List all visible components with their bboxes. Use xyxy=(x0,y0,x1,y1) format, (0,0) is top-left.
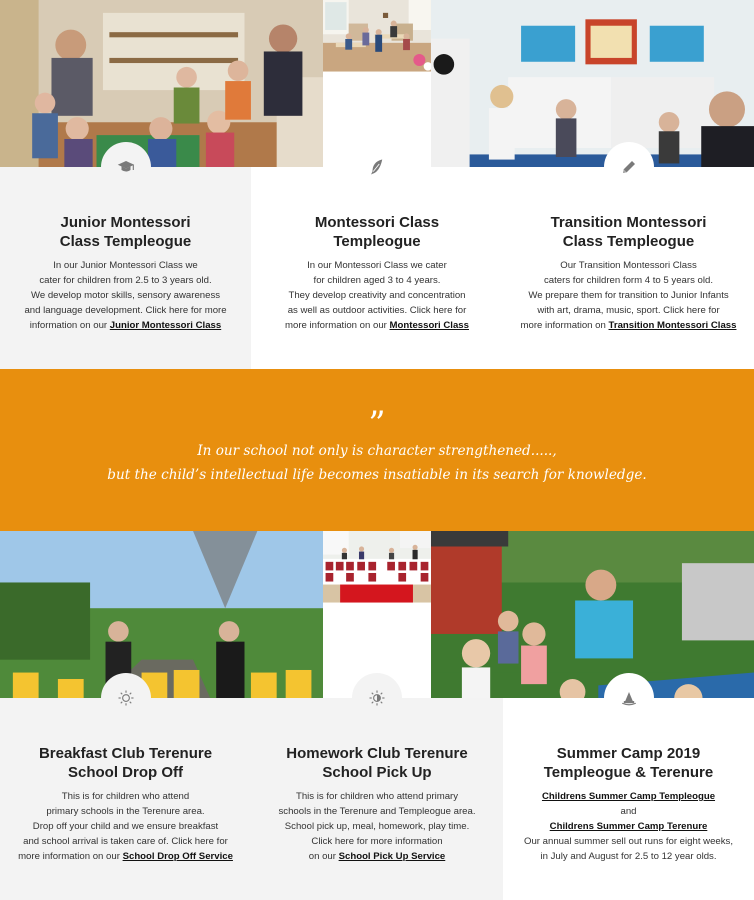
transition-class-card xyxy=(503,167,754,369)
school-pick-up-link[interactable]: School Pick Up Service xyxy=(338,851,446,862)
transition-class-photo[interactable] xyxy=(431,0,754,167)
junior-class-description: In our Junior Montessori Class we cater for children from 2.5 to 3 years old. We develop motor skills, sensory awareness and language development. Click here for more information on our Junior Montessori Class xyxy=(24,260,227,331)
montessori-class-description: In our Montessori Class we cater for children aged 3 to 4 years. They develop creativity and concentration as well as outdoor activities. Click here for more information on our Montessori Class xyxy=(285,260,469,331)
summer-camp-photo[interactable] xyxy=(431,531,754,698)
school-drop-off-link[interactable]: School Drop Off Service xyxy=(122,851,233,862)
breakfast-club-photo[interactable] xyxy=(0,531,323,698)
junior-class-title: Junior Montessori Class Templeogue xyxy=(59,214,192,250)
junior-class-link[interactable]: Junior Montessori Class xyxy=(109,320,222,331)
montessori-class-link[interactable]: Montessori Class xyxy=(389,320,469,331)
homework-club-card xyxy=(251,698,503,900)
quote-banner xyxy=(0,369,754,531)
quote-line-2: but the child’s intellectual life becomes insatiable in its search for knowledge. xyxy=(107,467,647,483)
graduation-cap-icon xyxy=(101,142,151,192)
summer-camp-card xyxy=(503,698,754,900)
junior-class-card xyxy=(0,167,251,369)
summer-camp-terenure-link[interactable]: Childrens Summer Camp Terenure xyxy=(549,821,708,832)
transition-class-description: Our Transition Montessori Class caters for children form 4 to 5 years old. We prepare them for transition to Junior Infants with art, drama, music, sport. Click here for more information on Transition Montessori Class xyxy=(520,260,737,331)
services-card-row xyxy=(0,698,754,900)
summer-camp-title: Summer Camp 2019 Templeogue & Terenure xyxy=(543,745,714,781)
montessori-class-title: Montessori Class Templeogue xyxy=(314,214,440,250)
half-sun-icon xyxy=(352,673,402,723)
feather-icon xyxy=(352,142,402,192)
ice-cream-icon xyxy=(604,673,654,723)
breakfast-club-card xyxy=(0,698,251,900)
breakfast-club-title: Breakfast Club Terenure School Drop Off xyxy=(38,745,213,781)
sun-icon xyxy=(101,673,151,723)
quote-line-1: In our school not only is character strengthened....., xyxy=(197,443,557,459)
pencil-icon xyxy=(604,142,654,192)
montessori-class-card xyxy=(251,167,503,369)
summer-camp-templeogue-link[interactable]: Childrens Summer Camp Templeogue xyxy=(541,791,716,802)
breakfast-club-description: This is for children who attend primary schools in the Terenure area. Drop off your child and we ensure breakfast and school arrival is taken care of. Click here for more information on our School Drop Off Service xyxy=(18,791,233,862)
homework-club-title: Homework Club Terenure School Pick Up xyxy=(286,745,468,781)
summer-camp-description: Childrens Summer Camp Templeogue and Childrens Summer Camp Terenure Our annual summer sell out runs for eight weeks, in July and August for 2.5 to 12 year olds. xyxy=(523,791,734,862)
junior-class-photo[interactable] xyxy=(0,0,323,167)
classes-card-row xyxy=(0,167,754,369)
quote-mark-icon: ” xyxy=(368,404,386,444)
transition-class-title: Transition Montessori Class Templeogue xyxy=(550,214,707,250)
homework-club-description: This is for children who attend primary schools in the Terenure and Templeogue area. School pick up, meal, homework, play time. Click here for more information on our School Pick Up Service xyxy=(278,791,476,862)
transition-class-link[interactable]: Transition Montessori Class xyxy=(608,320,737,331)
